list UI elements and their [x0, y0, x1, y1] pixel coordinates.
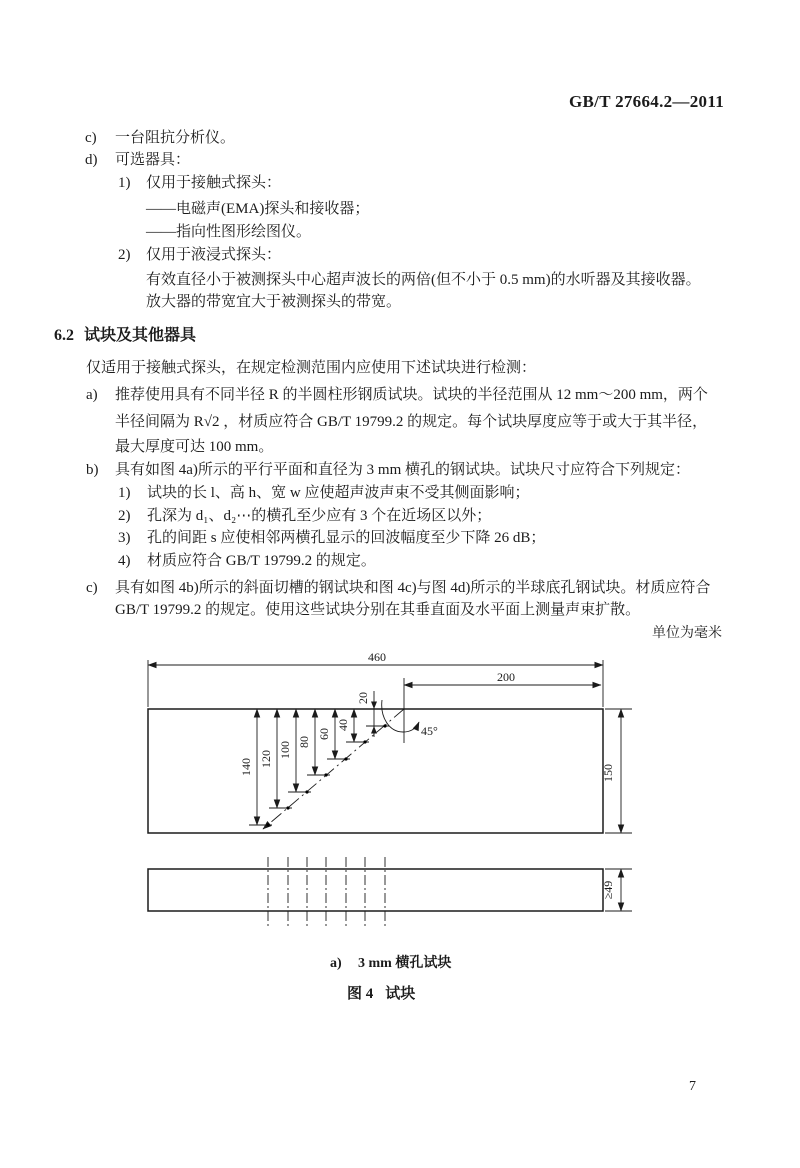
item-d-label: d): [85, 152, 98, 168]
dim-label-140: 140: [239, 758, 253, 776]
dim-label-200: 200: [497, 670, 515, 684]
item-c-label: c): [85, 130, 97, 146]
dim-label-150: 150: [601, 764, 615, 782]
item-b-label: b): [86, 462, 99, 478]
figure-caption: [347, 985, 415, 1004]
dim-label-20: 20: [356, 692, 370, 704]
angle-arc: [382, 700, 419, 732]
subcaption-text: 3 mm 横孔试块: [358, 956, 452, 971]
figure-caption-label: 图 4: [347, 986, 374, 1002]
item-b2-text: 孔深为 d₁、d₂⋯的横孔至少应有 3 个在近场区以外；: [147, 508, 492, 524]
item-b1-text: 试块的长 l、高 h、宽 w 应使超声波声束不受其侧面影响；: [147, 485, 530, 501]
item-c2-label: c): [86, 580, 98, 596]
dim-label-60: 60: [317, 728, 331, 740]
item-b1-label: 1): [118, 485, 131, 501]
item-a-label: a): [86, 387, 98, 403]
page-number: 7: [689, 1079, 696, 1094]
dim-label-100: 100: [278, 741, 292, 759]
item-c2-line1: 具有如图 4b)所示的斜面切槽的钢试块和图 4c)与图 4d)所示的半球底孔钢试块。材质应符合: [115, 580, 711, 596]
plan-view-outline: [148, 869, 603, 911]
angle-label: 45°: [421, 724, 438, 738]
section-number: 6.2: [54, 327, 74, 344]
item-b2-label: 2): [118, 508, 131, 524]
item-b3-text: 孔的间距 s 应使相邻两横孔显示的回波幅度至少下降 26 dB；: [147, 530, 546, 546]
item-d2-text: 仅用于液浸式探头：: [146, 247, 282, 263]
unit-note: 单位为毫米: [652, 626, 722, 641]
doc-number: GB/T 27664.2—2011: [569, 92, 724, 111]
section-intro: 仅适用于接触式探头，在规定检测范围内应使用下述试块进行检测：: [86, 360, 537, 376]
dim-label-460: 460: [368, 650, 386, 664]
item-d2-body2: 放大器的带宽宜大于被测探头的带宽。: [146, 294, 402, 310]
item-b-text: 具有如图 4a)所示的平行平面和直径为 3 mm 横孔的钢试块。试块尺寸应符合下列规定：: [115, 462, 690, 478]
section-title: 试块及其他器具: [84, 327, 197, 344]
hole-centerlines: [268, 857, 385, 926]
dim-label-120: 120: [259, 750, 273, 768]
item-a-line3: 最大厚度可达 100 mm。: [115, 439, 274, 455]
item-b4-label: 4): [118, 553, 131, 569]
item-d1-text: 仅用于接触式探头：: [146, 175, 282, 191]
item-d-text: 可选器具：: [115, 152, 191, 168]
item-a-line1: 推荐使用具有不同半径 R 的半圆柱形钢质试块。试块的半径范围从 12 mm～200 mm，两个: [115, 387, 708, 403]
figure-caption-text: 试块: [385, 986, 416, 1002]
hole-axis-line: [263, 709, 404, 829]
item-b3-label: 3): [118, 530, 131, 546]
item-d1-dash2: ——指向性图形绘图仪。: [146, 224, 312, 240]
figure-drawing: [0, 645, 800, 945]
item-c2-line2: GB/T 19799.2 的规定。使用这些试块分别在其垂直面及水平面上测量声束扩散。: [115, 602, 641, 618]
dim-label-40: 40: [336, 719, 350, 731]
block-outline: [148, 709, 603, 833]
item-c-text: 一台阻抗分析仪。: [115, 130, 236, 146]
dim-label-80: 80: [297, 736, 311, 748]
item-b4-text: 材质应符合 GB/T 19799.2 的规定。: [147, 553, 376, 569]
item-d1-label: 1): [118, 175, 131, 191]
subcaption-label: a): [330, 956, 342, 971]
dim-label-ge49: ≥49: [601, 880, 615, 900]
item-d2-label: 2): [118, 247, 131, 263]
item-a-line2: 半径间隔为 R√2 ，材质应符合 GB/T 19799.2 的规定。每个试块厚度应等于或大于其半径，: [115, 414, 708, 430]
item-d2-body1: 有效直径小于被测探头中心超声波长的两倍(但不小于 0.5 mm)的水听器及其接收器。: [146, 272, 701, 288]
item-d1-dash1: ——电磁声(EMA)探头和接收器；: [146, 201, 370, 217]
